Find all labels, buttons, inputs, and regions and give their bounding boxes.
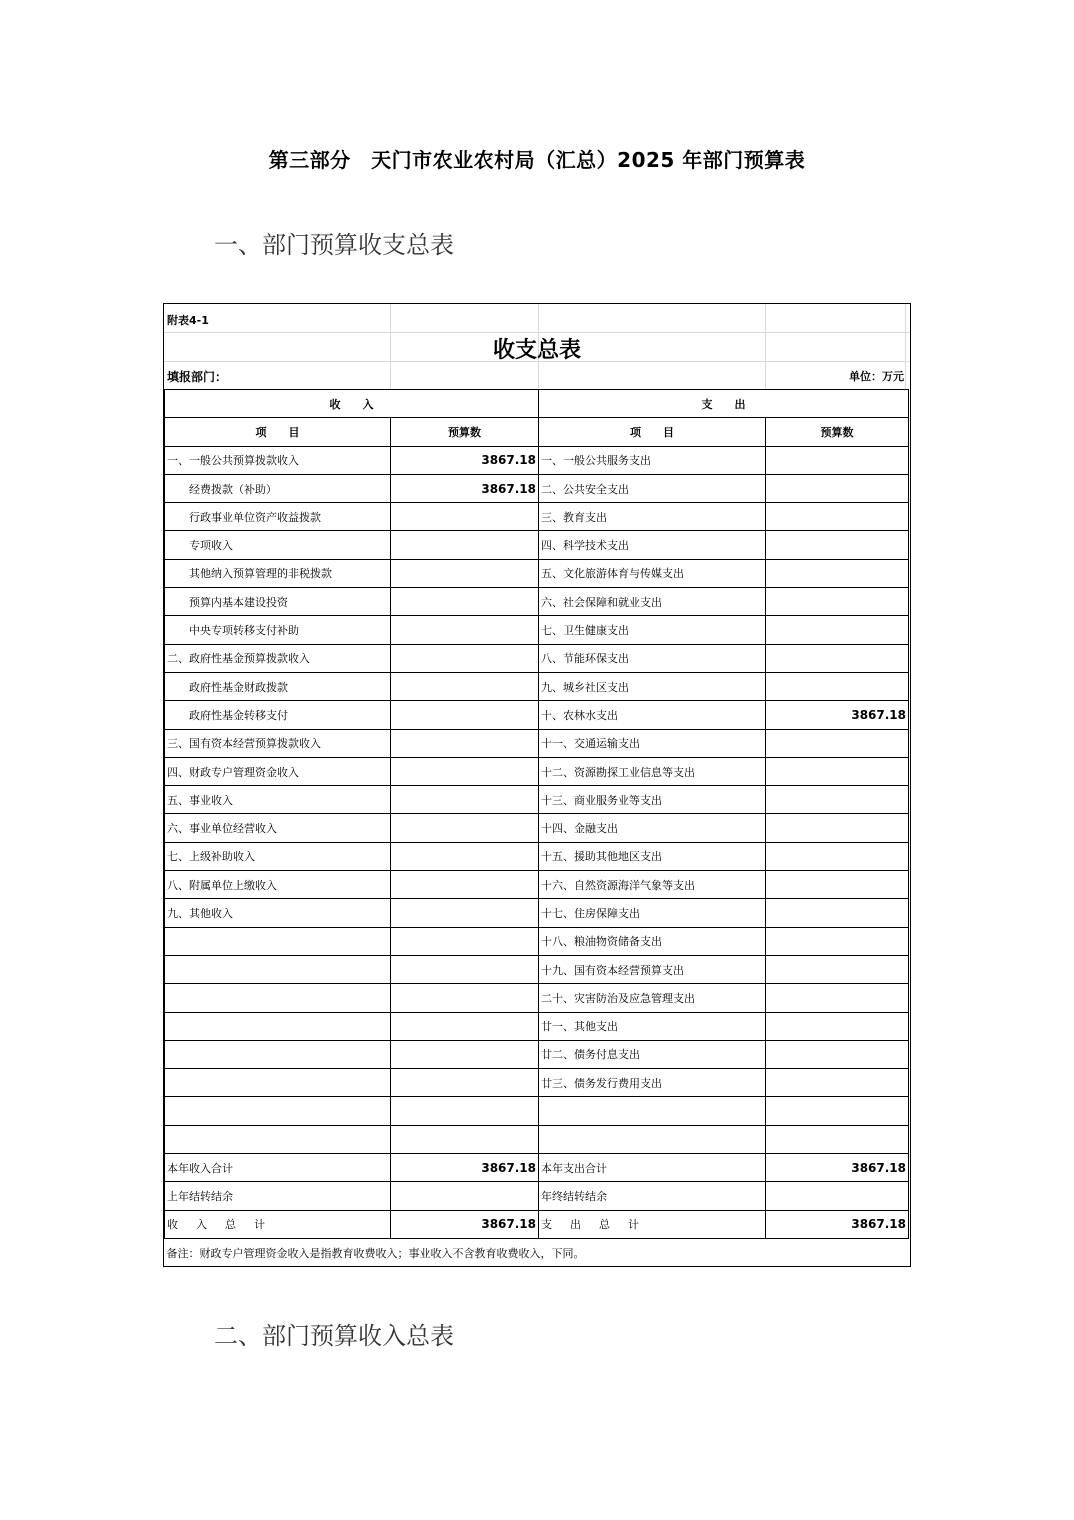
table-header-row — [165, 390, 909, 418]
table-row — [165, 531, 909, 559]
expense-item-cell: 支出总计 — [539, 1210, 766, 1238]
table-row — [165, 871, 909, 899]
income-item-cell: 政府性基金转移支付 — [165, 701, 391, 729]
income-value-cell — [391, 531, 539, 559]
income-value-cell — [391, 701, 539, 729]
income-item-cell: 九、其他收入 — [165, 899, 391, 927]
table-row — [165, 1182, 909, 1210]
table-row — [165, 757, 909, 785]
expense-value-cell — [766, 616, 909, 644]
expense-item-cell: 十一、交通运输支出 — [539, 729, 766, 757]
income-item-cell — [165, 1040, 391, 1068]
table-row — [165, 1125, 909, 1153]
section-heading-1: 一、部门预算收支总表 — [214, 231, 454, 259]
table-row — [165, 1069, 909, 1097]
expense-value-cell — [766, 503, 909, 531]
table-row — [165, 927, 909, 955]
expense-item-cell: 十三、商业服务业等支出 — [539, 786, 766, 814]
table-row — [165, 729, 909, 757]
expense-value-cell — [766, 1012, 909, 1040]
income-value-cell — [391, 1012, 539, 1040]
table-row — [165, 1097, 909, 1125]
income-item-cell: 五、事业收入 — [165, 786, 391, 814]
income-value-cell — [391, 1097, 539, 1125]
expense-value-cell — [766, 842, 909, 870]
income-value-cell — [391, 503, 539, 531]
expense-value-cell — [766, 1040, 909, 1068]
expense-value-cell — [766, 672, 909, 700]
income-item-cell: 七、上级补助收入 — [165, 842, 391, 870]
table-row — [165, 842, 909, 870]
income-item-cell — [165, 955, 391, 983]
expense-value-cell — [766, 474, 909, 502]
income-budget-column-header: 预算数 — [391, 418, 539, 446]
income-item-cell: 经费拨款（补助） — [165, 474, 391, 502]
income-value-cell: 3867.18 — [391, 446, 539, 474]
expense-value-cell — [766, 644, 909, 672]
table-row — [165, 899, 909, 927]
expense-value-cell — [766, 786, 909, 814]
income-value-cell — [391, 588, 539, 616]
income-value-cell — [391, 871, 539, 899]
expense-value-cell — [766, 1125, 909, 1153]
expense-item-cell: 五、文化旅游体育与传媒支出 — [539, 559, 766, 587]
expense-budget-column-header: 预算数 — [766, 418, 909, 446]
expense-value-cell — [766, 871, 909, 899]
table-row — [165, 955, 909, 983]
table-row — [165, 616, 909, 644]
expense-item-column-header: 项 目 — [539, 418, 766, 446]
income-value-cell — [391, 729, 539, 757]
unit-label: 单位：万元 — [849, 370, 904, 383]
income-item-cell — [165, 984, 391, 1012]
note-row — [165, 1238, 909, 1267]
income-item-column-header: 项 目 — [165, 418, 391, 446]
expense-item-cell: 廿三、债务发行费用支出 — [539, 1069, 766, 1097]
table-row — [165, 503, 909, 531]
expense-value-cell — [766, 1069, 909, 1097]
income-value-cell — [391, 984, 539, 1012]
budget-sheet — [163, 303, 911, 1267]
expense-item-cell: 年终结转结余 — [539, 1182, 766, 1210]
table-note: 备注：财政专户管理资金收入是指教育收费收入；事业收入不含教育收费收入，下同。 — [166, 1246, 585, 1260]
income-item-cell: 八、附属单位上缴收入 — [165, 871, 391, 899]
income-value-cell — [391, 842, 539, 870]
expense-item-cell: 十五、援助其他地区支出 — [539, 842, 766, 870]
expense-value-cell — [766, 955, 909, 983]
expense-value-cell: 3867.18 — [766, 701, 909, 729]
table-row — [165, 446, 909, 474]
expense-item-cell: 三、教育支出 — [539, 503, 766, 531]
income-item-cell: 四、财政专户管理资金收入 — [165, 757, 391, 785]
expense-item-cell: 十四、金融支出 — [539, 814, 766, 842]
income-value-cell — [391, 899, 539, 927]
expense-item-cell: 十二、资源勘探工业信息等支出 — [539, 757, 766, 785]
income-item-cell: 中央专项转移支付补助 — [165, 616, 391, 644]
expense-value-cell — [766, 531, 909, 559]
income-value-cell — [391, 1040, 539, 1068]
income-value-cell — [391, 786, 539, 814]
table-row — [165, 588, 909, 616]
income-item-cell: 其他纳入预算管理的非税拨款 — [165, 559, 391, 587]
income-value-cell — [391, 955, 539, 983]
income-item-cell: 二、政府性基金预算拨款收入 — [165, 644, 391, 672]
income-item-cell: 一、一般公共预算拨款收入 — [165, 446, 391, 474]
expense-item-cell: 十七、住房保障支出 — [539, 899, 766, 927]
expense-item-cell: 一、一般公共服务支出 — [539, 446, 766, 474]
expense-value-cell — [766, 446, 909, 474]
income-value-cell — [391, 616, 539, 644]
expense-item-cell: 十八、粮油物资储备支出 — [539, 927, 766, 955]
sheet-title: 收支总表 — [492, 337, 581, 363]
table-row — [165, 984, 909, 1012]
income-item-cell: 政府性基金财政拨款 — [165, 672, 391, 700]
expense-item-cell: 二、公共安全支出 — [539, 474, 766, 502]
table-row — [165, 786, 909, 814]
income-item-cell — [165, 1012, 391, 1040]
expense-value-cell — [766, 927, 909, 955]
expense-item-cell — [539, 1125, 766, 1153]
income-value-cell — [391, 1125, 539, 1153]
expense-item-cell: 四、科学技术支出 — [539, 531, 766, 559]
income-value-cell: 3867.18 — [391, 474, 539, 502]
expense-value-cell — [766, 984, 909, 1012]
income-item-cell: 预算内基本建设投资 — [165, 588, 391, 616]
fill-dept-label: 填报部门： — [167, 370, 228, 384]
expense-value-cell — [766, 1097, 909, 1125]
table-row — [165, 1210, 909, 1238]
table-row — [165, 814, 909, 842]
income-item-cell — [165, 927, 391, 955]
expense-value-cell — [766, 1182, 909, 1210]
income-item-cell: 三、国有资本经营预算拨款收入 — [165, 729, 391, 757]
table-row — [165, 644, 909, 672]
income-value-cell — [391, 757, 539, 785]
sheet-id: 附表4-1 — [167, 314, 209, 327]
expense-item-cell: 九、城乡社区支出 — [539, 672, 766, 700]
document-title: 第三部分 天门市农业农村局（汇总）2025 年部门预算表 — [268, 148, 806, 172]
budget-table — [164, 389, 909, 1267]
expense-value-cell — [766, 729, 909, 757]
income-value-cell — [391, 1069, 539, 1097]
expense-item-cell: 六、社会保障和就业支出 — [539, 588, 766, 616]
table-row — [165, 701, 909, 729]
expense-item-cell: 廿一、其他支出 — [539, 1012, 766, 1040]
expense-item-cell: 十六、自然资源海洋气象等支出 — [539, 871, 766, 899]
table-row — [165, 559, 909, 587]
income-item-cell — [165, 1069, 391, 1097]
expense-item-cell: 二十、灾害防治及应急管理支出 — [539, 984, 766, 1012]
income-item-cell: 上年结转结余 — [165, 1182, 391, 1210]
expense-item-cell: 八、节能环保支出 — [539, 644, 766, 672]
expense-item-cell: 本年支出合计 — [539, 1154, 766, 1182]
income-value-cell — [391, 644, 539, 672]
expense-item-cell — [539, 1097, 766, 1125]
expense-value-cell — [766, 899, 909, 927]
income-item-cell: 专项收入 — [165, 531, 391, 559]
income-value-cell — [391, 559, 539, 587]
expense-item-cell: 廿二、债务付息支出 — [539, 1040, 766, 1068]
income-item-cell: 收入总计 — [165, 1210, 391, 1238]
income-item-cell — [165, 1125, 391, 1153]
table-column-header-row — [165, 418, 909, 446]
income-item-cell: 六、事业单位经营收入 — [165, 814, 391, 842]
expense-value-cell: 3867.18 — [766, 1154, 909, 1182]
income-item-cell: 本年收入合计 — [165, 1154, 391, 1182]
expense-item-cell: 十九、国有资本经营预算支出 — [539, 955, 766, 983]
expense-value-cell — [766, 814, 909, 842]
expense-item-cell: 七、卫生健康支出 — [539, 616, 766, 644]
income-value-cell — [391, 672, 539, 700]
expense-value-cell: 3867.18 — [766, 1210, 909, 1238]
expense-value-cell — [766, 588, 909, 616]
income-value-cell — [391, 814, 539, 842]
income-header: 收 入 — [165, 390, 539, 418]
income-item-cell — [165, 1097, 391, 1125]
section-heading-2: 二、部门预算收入总表 — [214, 1322, 454, 1350]
table-row — [165, 474, 909, 502]
table-row — [165, 1040, 909, 1068]
table-row — [165, 1154, 909, 1182]
expense-value-cell — [766, 757, 909, 785]
expense-header: 支 出 — [539, 390, 909, 418]
income-value-cell: 3867.18 — [391, 1210, 539, 1238]
table-row — [165, 672, 909, 700]
expense-item-cell: 十、农林水支出 — [539, 701, 766, 729]
expense-value-cell — [766, 559, 909, 587]
income-value-cell — [391, 1182, 539, 1210]
table-row — [165, 1012, 909, 1040]
income-item-cell: 行政事业单位资产收益拨款 — [165, 503, 391, 531]
income-value-cell — [391, 927, 539, 955]
income-value-cell: 3867.18 — [391, 1154, 539, 1182]
